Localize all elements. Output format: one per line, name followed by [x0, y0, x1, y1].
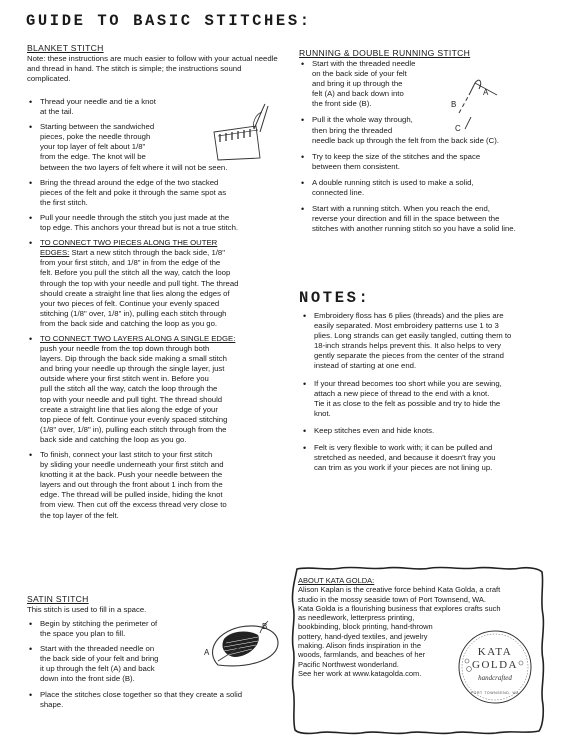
text-line: • Pull it the whole way through, [312, 115, 413, 125]
text-line: • Place the stitches close together so that they create a solid [40, 689, 243, 699]
text-line: the back side of your felt and bring [40, 654, 159, 664]
notes-step [302, 426, 562, 436]
text-line: top piece of felt. Continue your evenly spaced stitching [40, 414, 228, 424]
text-line: layers. Dip through the back side making a small stitch [40, 354, 227, 364]
blanket-step [28, 178, 290, 208]
svg-text:KATA: KATA [477, 646, 513, 658]
text-line: and bring your needle up through the single layer, just [40, 364, 225, 374]
text-line: top edge. This anchors your thread but is not a true stitch. [40, 223, 239, 233]
notes-list [302, 311, 562, 473]
blanket-step [28, 334, 290, 445]
running-step [300, 59, 562, 109]
svg-text:B: B [262, 622, 268, 631]
text-line: knot. [314, 408, 331, 418]
notes-step [302, 443, 562, 473]
text-line: • Embroidery floss has 6 plies (threads) and the plies are [314, 311, 504, 320]
svg-text:GOLDA: GOLDA [472, 659, 518, 671]
text-line: push your needle from the top down through both [40, 344, 210, 354]
blanket-step [28, 450, 290, 521]
text-line: between the two layers of felt where it will not be seen. [40, 162, 228, 172]
text-line: • TO CONNECT TWO PIECES ALONG THE OUTER [40, 238, 218, 248]
text-line: knotting it at the back. Push your needle between the [40, 470, 223, 480]
text-line: can trim as you work if your pieces are not lining up. [314, 463, 493, 473]
satin-stitch-heading: SATIN STITCH [27, 594, 89, 604]
text-line: needle back up through the felt from the back side (C). [312, 135, 499, 145]
text-line: from the edge. The knot will be [40, 152, 146, 162]
about-heading: ABOUT KATA GOLDA: [298, 576, 375, 585]
text-line: EDGES: Start a new stitch through the back side, 1/8" [40, 248, 225, 258]
text-line: • Starting between the sandwiched [40, 122, 155, 132]
svg-text:A: A [483, 88, 489, 97]
text-line: by sliding your needle underneath your first stitch and [40, 460, 224, 470]
running-stitch-heading: RUNNING & DOUBLE RUNNING STITCH [299, 48, 471, 58]
satin-intro: This stitch is used to fill in a space. [27, 605, 147, 614]
text-line: attach a new piece of thread to the end with a knot. [314, 388, 490, 398]
text-line: stretched as needed, and because it doesn't fray you [314, 453, 496, 463]
text-line: it up through the felt (A) and back [40, 664, 155, 674]
running-stitch-illustration [447, 73, 507, 133]
text-line: easily separated. Most embroidery patterns use 1 to 3 [314, 321, 499, 331]
text-line: the first stitch. [40, 197, 88, 207]
about-line: studio in the mossy seaside town of Port Townsend, WA. [298, 594, 487, 604]
svg-text:B: B [451, 100, 457, 109]
text-line: the top layer of the felt. [40, 510, 119, 520]
about-line: See her work at www.katagolda.com. [298, 668, 422, 678]
text-line: instead of starting at one end. [314, 361, 417, 371]
text-line: • Bring the thread around the edge of the two stacked [40, 177, 219, 187]
text-line: felt (A) and back down into [312, 89, 404, 99]
text-line: the front side (B). [312, 99, 372, 109]
text-line: pull the stitch all the way, catch the loop through the [40, 384, 218, 394]
text-line: Tie it as close to the felt as possible and try to hide the [314, 398, 501, 408]
text-line: shape. [40, 699, 64, 709]
text-line: from view. Then cut off the excess thread very close to [40, 500, 227, 510]
blanket-note: Note: these instructions are much easier to follow with your actual needle and thread in hand. The stitch is simple; the instructions sound complicated. [27, 54, 278, 84]
text-line: • If your thread becomes too short while you are sewing, [314, 378, 502, 388]
running-step [300, 115, 562, 145]
text-line: • Felt is very flexible to work with; it can be pulled and [314, 443, 493, 453]
text-line: connected line. [312, 188, 365, 198]
about-line: bookbinding, block printing, hand-thrown [298, 622, 433, 632]
notes-step [302, 311, 562, 372]
notes-step [302, 379, 562, 419]
text-line: • Begin by stitching the perimeter of [40, 619, 158, 628]
text-line: from your first stitch, and 1/8" in from the edge of the [40, 258, 221, 268]
running-step [300, 178, 562, 198]
running-steps [300, 59, 562, 234]
text-line: • Start with a running stitch. When you reach the end, [312, 204, 490, 214]
svg-text:handcrafted: handcrafted [478, 674, 512, 682]
text-line: on the back side of your felt [312, 69, 407, 79]
text-line: • To finish, connect your last stitch to your first stitch [40, 450, 213, 459]
text-line: down into the front side (B). [40, 674, 135, 684]
about-line: as needlework, letterpress printing, [298, 613, 415, 623]
satin-step [28, 690, 290, 710]
text-line: pieces, poke the needle through [40, 132, 151, 142]
about-line: woods, farmlands, and beaches of her [298, 650, 426, 660]
text-line: plies. Long strands can get easily tangled, cutting them to [314, 331, 512, 341]
running-step [300, 152, 562, 172]
text-line: • Start with the threaded needle on [40, 644, 155, 654]
text-line: • Start with the threaded needle [312, 59, 416, 68]
text-line: • TO CONNECT TWO LAYERS ALONG A SINGLE EDGE: [40, 333, 236, 343]
text-line: • Pull your needle through the stitch you just made at the [40, 212, 230, 222]
running-step [300, 204, 562, 234]
text-line: back side and catching the loop as you go. [40, 434, 187, 444]
satin-stitch-illustration [200, 617, 282, 675]
text-line: • A double running stitch is used to make a solid, [312, 177, 474, 187]
text-line: gently separate the pieces from the center of the strand [314, 351, 504, 361]
about-line: pottery, hand-dyed textiles, and jewelry [298, 631, 428, 641]
svg-text:A: A [204, 648, 210, 657]
text-line: felt. Before you pull the stitch all the way, catch the loop [40, 268, 231, 278]
text-line: layers and out through the front about 1 inch from the [40, 480, 223, 490]
about-line: Pacific Northwest wonderland. [298, 659, 399, 669]
text-line: through the top with your needle and pull tight. The thread [40, 278, 239, 288]
text-line: between them consistent. [312, 161, 400, 171]
text-line: (1/8" over, 1/8" in), pulling each stitch through from the [40, 424, 227, 434]
text-line: • Try to keep the size of the stitches and the space [312, 151, 481, 161]
text-line: edge. The thread will be pulled inside, hiding the knot [40, 490, 223, 500]
text-line: at the tail. [40, 107, 74, 117]
blanket-step [28, 213, 290, 233]
about-line: Alison Kaplan is the creative force behind Kata Golda, a craft [298, 585, 501, 595]
text-line: should create a straight line that lies along the edges of [40, 288, 230, 298]
kata-golda-logo [455, 627, 535, 707]
text-line: stitching (1/8" over, 1/8" in), pulling each stitch through [40, 308, 227, 318]
svg-text:C: C [455, 124, 461, 133]
about-line: making. Alison finds inspiration in the [298, 641, 421, 651]
text-line: your two pieces of felt. Continue your evenly spaced [40, 298, 220, 308]
text-line: reverse your direction and fill in the space between the [312, 214, 500, 224]
text-line: • Keep stitches even and hide knots. [314, 425, 435, 435]
blanket-step [28, 238, 290, 329]
text-line: and bring it up through the [312, 79, 403, 89]
text-line: create a straight line that lies along the edge of your [40, 404, 218, 414]
text-line: from the back side and catching the loop as you go. [40, 318, 218, 328]
page-title: GUIDE TO BASIC STITCHES: [26, 12, 312, 30]
text-line: pieces of the felt and poke it through the same spot as [40, 187, 227, 197]
text-line: 18-inch strands helps prevent this. It also helps to very [314, 341, 501, 351]
about-line: Kata Golda is a flourishing business that explores crafts such [298, 603, 501, 613]
text-line: the space you plan to fill. [40, 629, 126, 639]
text-line: outside where your first stitch went in. Before you [40, 374, 209, 384]
blanket-stitch-heading: BLANKET STITCH [27, 43, 104, 53]
blanket-stitch-illustration [210, 102, 272, 164]
notes-heading: NOTES: [299, 289, 371, 307]
svg-text:PORT TOWNSEND, WA: PORT TOWNSEND, WA [470, 691, 520, 695]
text-line: stitches with another running stitch so you have a solid line. [312, 224, 516, 234]
text-line: • Thread your needle and tie a knot [40, 97, 156, 106]
text-line: then bring the threaded [312, 125, 393, 135]
text-line: top with your needle and pull tight. The thread should [40, 394, 223, 404]
text-line: your top layer of felt about 1/8" [40, 142, 146, 152]
